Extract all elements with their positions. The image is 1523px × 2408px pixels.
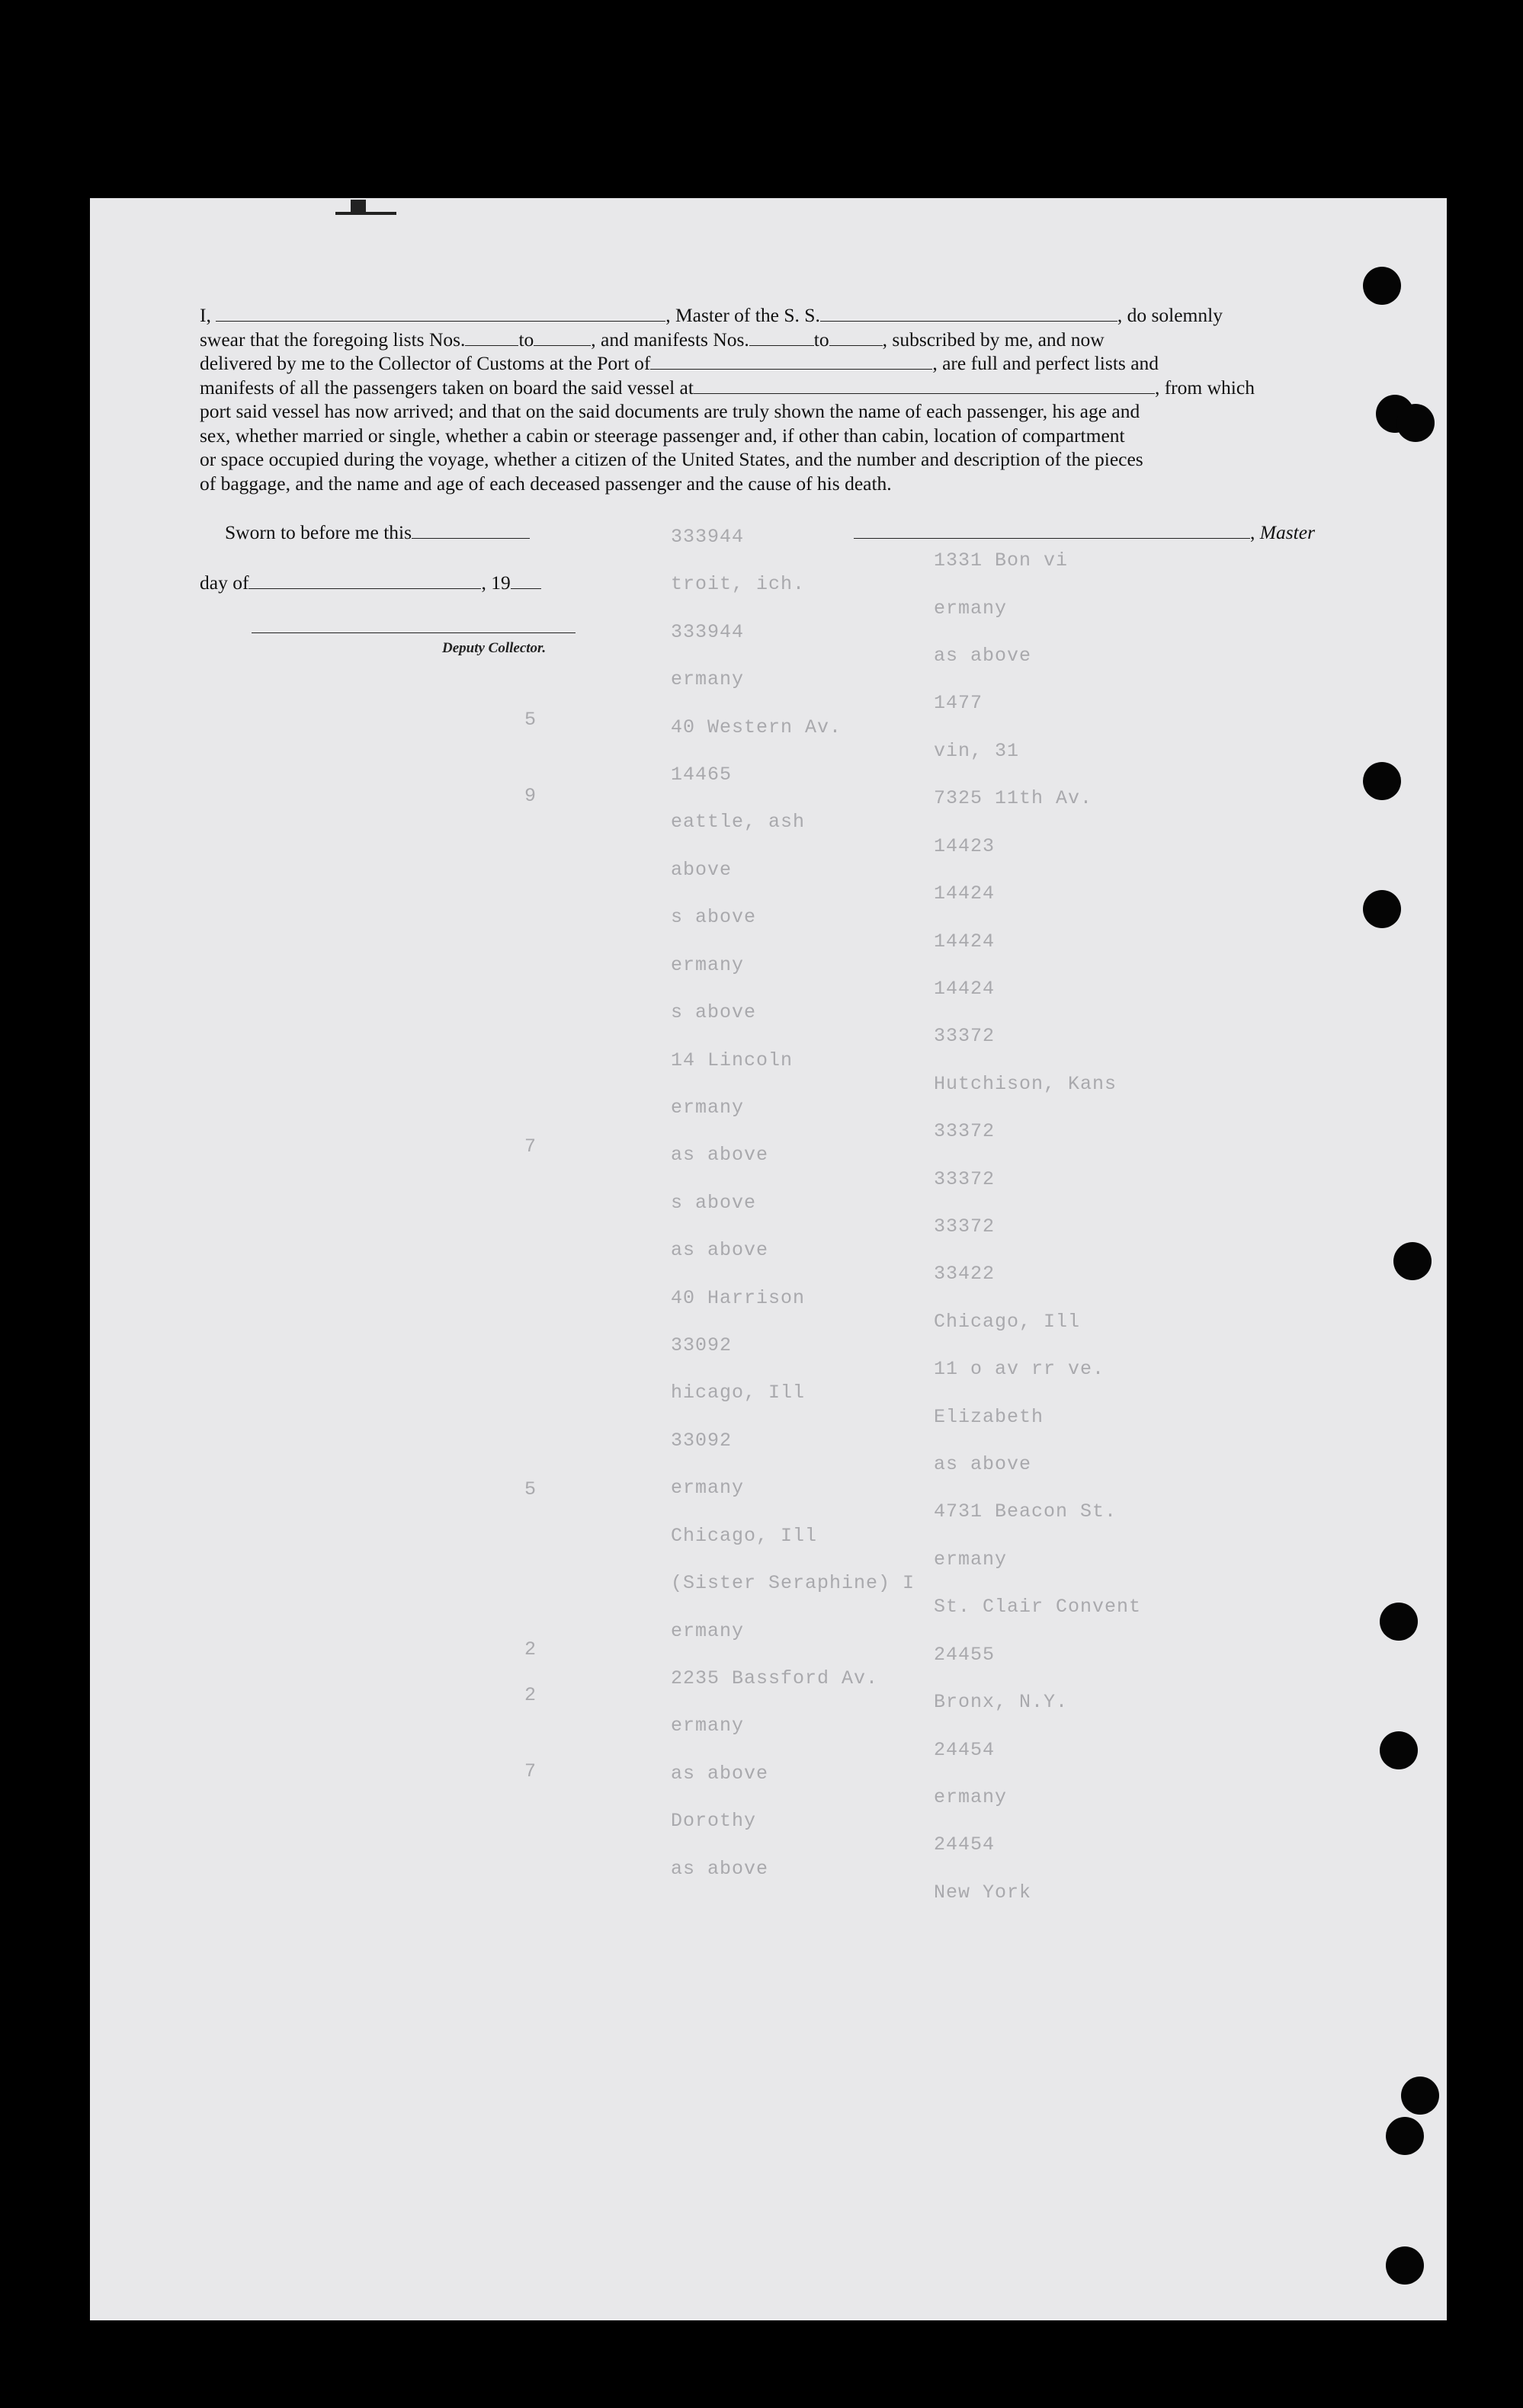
- bleed-through-line: 333944: [671, 526, 745, 548]
- bleed-through-digit: 2: [524, 1684, 537, 1706]
- ink-mark: [335, 212, 396, 215]
- punch-hole: [1386, 2246, 1424, 2285]
- bleed-through-digit: 5: [524, 1478, 537, 1500]
- bleed-through-line: as above: [934, 1453, 1032, 1476]
- bleed-through-line: 33372: [934, 1215, 996, 1238]
- bleed-through-line: (Sister Seraphine) I: [671, 1572, 915, 1595]
- bleed-through-line: 33372: [934, 1025, 996, 1048]
- bleed-through-line: ermany: [671, 1096, 745, 1119]
- bleed-through-line: Hutchison, Kans: [934, 1072, 1117, 1095]
- bleed-through-line: 33422: [934, 1263, 996, 1286]
- bleed-through-line: eattle, ash: [671, 811, 806, 834]
- bleed-through-line: ermany: [934, 1548, 1008, 1571]
- year-prefix: , 19: [481, 572, 511, 594]
- bleed-through-line: 40 Harrison: [671, 1286, 806, 1309]
- oath-line-7: or space occupied during the voyage, whether a citizen of the United States, and the number and description of the pieces: [200, 448, 1143, 470]
- bleed-through-line: above: [671, 858, 733, 881]
- bleed-through-line: vin, 31: [934, 739, 1020, 762]
- bleed-through-line: 1331 Bon vi: [934, 549, 1069, 572]
- master-name-blank: [216, 304, 665, 322]
- bleed-through-line: s above: [671, 906, 757, 929]
- bleed-through-line: ermany: [671, 668, 745, 691]
- bleed-through-line: Chicago, Ill: [934, 1310, 1081, 1333]
- oath-line-2: [200, 328, 1331, 352]
- bleed-through-line: New York: [934, 1881, 1032, 1904]
- bleed-through-line: ermany: [671, 1715, 745, 1737]
- bleed-through-line: 4731 Beacon St.: [934, 1500, 1117, 1523]
- oath-text: I,: [200, 304, 211, 326]
- deputy-collector-label: Deputy Collector.: [442, 640, 547, 656]
- bleed-through-digit: 9: [524, 785, 537, 807]
- day-of-label: day of: [200, 572, 249, 594]
- bleed-through-line: Chicago, Ill: [671, 1524, 818, 1547]
- master-signature-line: , Master: [854, 521, 1315, 544]
- bleed-through-line: 24455: [934, 1643, 996, 1666]
- bleed-through-line: 24454: [934, 1833, 996, 1856]
- bleed-through-line: 14465: [671, 764, 733, 786]
- bleed-through-line: 24454: [934, 1738, 996, 1761]
- bleed-through-line: 14423: [934, 834, 996, 857]
- bleed-through-line: ermany: [671, 1619, 745, 1642]
- masters-oath: [200, 303, 1331, 495]
- year-blank: [511, 572, 541, 589]
- day-of-line: [200, 572, 541, 594]
- oath-line-4: [200, 376, 1331, 400]
- ship-name-blank: [820, 304, 1117, 322]
- punch-hole: [1393, 1242, 1432, 1280]
- oath-text: , and manifests Nos.: [591, 328, 749, 351]
- bleed-through-line: 33372: [934, 1120, 996, 1143]
- bleed-through-digit: 2: [524, 1638, 537, 1660]
- punch-hole: [1363, 267, 1401, 305]
- bleed-through-line: as above: [671, 1762, 769, 1785]
- oath-text: , are full and perfect lists and: [932, 352, 1159, 374]
- bleed-through-line: Elizabeth: [934, 1405, 1044, 1428]
- bleed-through-line: ermany: [934, 1785, 1008, 1808]
- oath-line-6: sex, whether married or single, whether a cabin or steerage passenger and, if other than cabin, location of compartment: [200, 424, 1125, 447]
- sworn-label: Sworn to before me this: [225, 521, 412, 543]
- month-blank: [248, 572, 481, 589]
- oath-line-3: [200, 351, 1331, 376]
- oath-line-8: of baggage, and the name and age of each deceased passenger and the cause of his death.: [200, 472, 892, 495]
- manifests-from-blank: [749, 328, 814, 346]
- bleed-through-line: 7325 11th Av.: [934, 787, 1093, 810]
- punch-hole: [1380, 1603, 1418, 1641]
- oath-text: to: [813, 328, 829, 351]
- punch-hole: [1380, 1731, 1418, 1769]
- sworn-day-blank: [412, 521, 530, 539]
- lists-from-blank: [465, 328, 518, 346]
- bleed-through-digit: 5: [524, 709, 537, 731]
- bleed-through-line: as above: [671, 1857, 769, 1880]
- oath-text: , Master of the S. S.: [665, 304, 820, 326]
- bleed-through-line: s above: [671, 1191, 757, 1214]
- oath-line-1: [200, 303, 1331, 328]
- sworn-line: [225, 521, 530, 544]
- oath-text: to: [518, 328, 534, 351]
- oath-text: manifests of all the passengers taken on board the said vessel at: [200, 376, 694, 399]
- bleed-through-line: troit, ich.: [671, 573, 806, 596]
- oath-text: , do solemnly: [1117, 304, 1223, 326]
- lists-to-blank: [534, 328, 591, 346]
- bleed-through-line: 333944: [671, 620, 745, 643]
- bleed-through-line: Dorothy: [671, 1810, 757, 1833]
- bleed-through-line: 33372: [934, 1167, 996, 1190]
- bleed-through-line: 14424: [934, 977, 996, 1000]
- punch-hole: [1363, 762, 1401, 800]
- master-signature-blank: [854, 521, 1250, 539]
- departure-port-blank: [694, 376, 1155, 394]
- master-label: Master: [1259, 521, 1315, 543]
- bleed-through-line: ermany: [671, 953, 745, 976]
- oath-line-5: port said vessel has now arrived; and that on the said documents are truly shown the name of each passenger, his age and: [200, 400, 1140, 422]
- bleed-through-line: St. Clair Convent: [934, 1596, 1142, 1619]
- punch-hole: [1363, 890, 1401, 928]
- bleed-through-line: s above: [671, 1001, 757, 1024]
- oath-text: , subscribed by me, and now: [882, 328, 1105, 351]
- deputy-signature-line: [252, 632, 576, 633]
- bleed-through-digit: 7: [524, 1135, 537, 1158]
- bleed-through-line: as above: [671, 1144, 769, 1167]
- bleed-through-line: as above: [671, 1239, 769, 1262]
- bleed-through-line: hicago, Ill: [671, 1382, 806, 1404]
- bleed-through-line: 33092: [671, 1334, 733, 1357]
- bleed-through-line: 14 Lincoln: [671, 1049, 794, 1071]
- bleed-through-line: as above: [934, 645, 1032, 668]
- punch-hole: [1396, 404, 1435, 442]
- bleed-through-line: Bronx, N.Y.: [934, 1691, 1069, 1714]
- bleed-through-line: 40 Western Av.: [671, 716, 842, 738]
- manifests-to-blank: [829, 328, 883, 346]
- bleed-through-line: 1477: [934, 692, 983, 715]
- punch-hole: [1386, 2117, 1424, 2155]
- bleed-through-digit: 7: [524, 1760, 537, 1782]
- bleed-through-line: ermany: [671, 1477, 745, 1500]
- oath-text: , from which: [1154, 376, 1255, 399]
- bleed-through-line: 14424: [934, 882, 996, 905]
- oath-text: delivered by me to the Collector of Customs at the Port of: [200, 352, 651, 374]
- bleed-through-line: 33092: [671, 1429, 733, 1452]
- port-blank: [650, 352, 932, 370]
- bleed-through-line: 11 o av rr ve.: [934, 1358, 1105, 1381]
- oath-text: swear that the foregoing lists Nos.: [200, 328, 466, 351]
- bleed-through-line: ermany: [934, 597, 1008, 620]
- bleed-through-line: 2235 Bassford Av.: [671, 1667, 879, 1689]
- bleed-through-line: 14424: [934, 930, 996, 953]
- punch-hole: [1401, 2077, 1439, 2115]
